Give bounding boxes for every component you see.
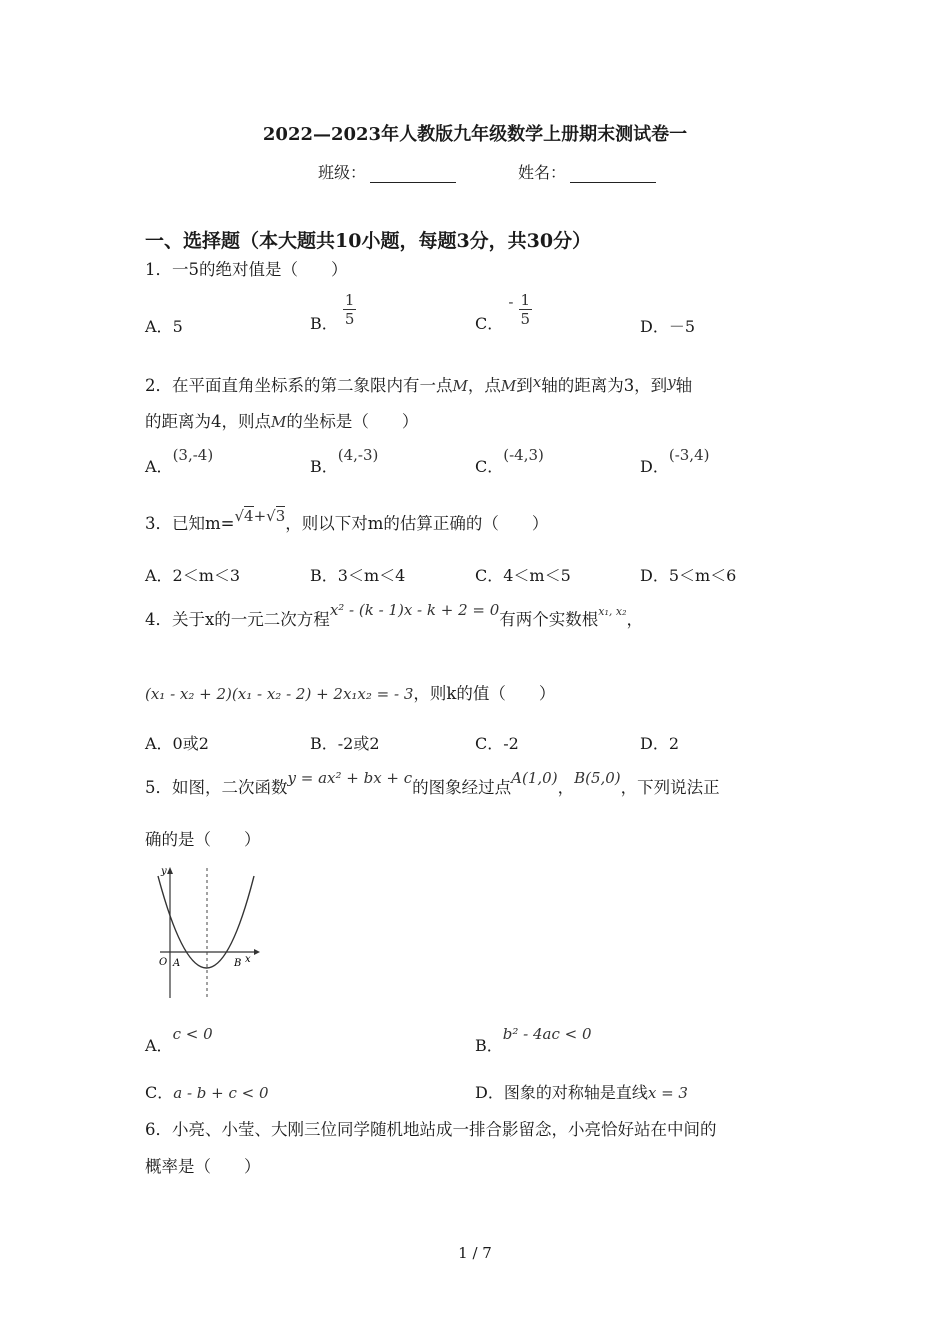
q5-stem-line2: 确的是（ ）	[145, 830, 261, 849]
point-a: A(1,0)	[511, 769, 558, 787]
q1-option-b: B． $\frac{1}{5}$	[310, 291, 355, 333]
name-label: 姓名：	[518, 163, 567, 182]
class-label: 班级：	[318, 163, 367, 182]
graph-point-b-label: B	[234, 958, 242, 969]
q1-option-a: A．5	[145, 317, 183, 336]
q5-option-b: B．b² - 4ac < 0	[475, 1025, 592, 1055]
name-blank	[570, 166, 656, 183]
q3-stem: 3．已知m=√4+√3，则以下对m的估算正确的（ ）	[145, 507, 549, 533]
section-heading: 一、选择题（本大题共10小题，每题3分，共30分）	[145, 230, 592, 252]
function: y = ax² + bx + c	[287, 769, 413, 787]
q4-stem-line1: 4．关于x的一元二次方程x² - (k - 1)x - k + 2 = 0有两个实数根x₁, x₂，	[145, 601, 644, 629]
q6-stem-line1: 6．小亮、小莹、大刚三位同学随机地站成一排合影留念，小亮恰好站在中间的	[145, 1120, 717, 1139]
equation: x² - (k - 1)x - k + 2 = 0	[329, 601, 500, 619]
q4-option-c: C．-2	[475, 734, 519, 753]
q2-stem-line2: 的距离为4，则点M的坐标是（ ）	[145, 412, 419, 431]
graph-point-a-label: A	[173, 958, 181, 969]
sqrt-expression: √4+√3	[234, 507, 286, 525]
q3-option-a: A．2＜m＜3	[145, 566, 241, 585]
page-title: 2022—2023年人教版九年级数学上册期末测试卷一	[262, 124, 688, 145]
q3-option-b: B．3＜m＜4	[310, 566, 406, 585]
q5-option-a: A．c < 0	[145, 1025, 213, 1055]
y-axis-arrow	[167, 867, 173, 874]
q1-stem: 1．一5的绝对值是（ ）	[145, 260, 348, 279]
q3-option-c: C．4＜m＜5	[475, 566, 571, 585]
q4-option-a: A．0或2	[145, 734, 209, 753]
q2-option-c: C．(-4,3)	[475, 446, 544, 476]
point-b: B(5,0)	[574, 769, 621, 787]
parabola-graph	[150, 862, 260, 1002]
q6-stem-line2: 概率是（ ）	[145, 1157, 261, 1176]
name-field	[518, 160, 656, 183]
x-axis-arrow	[254, 949, 260, 955]
q4-option-b: B．-2或2	[310, 734, 380, 753]
class-blank	[370, 166, 456, 183]
page-number: 1 / 7	[458, 1244, 492, 1262]
class-field	[318, 160, 456, 183]
q5-option-d: D．图象的对称轴是直线x = 3	[475, 1083, 688, 1102]
q2-option-a: A．(3,-4)	[145, 446, 214, 476]
q5-option-c: C．a - b + c < 0	[145, 1083, 269, 1102]
q3-option-d: D．5＜m＜6	[640, 566, 737, 585]
graph-y-label: y	[161, 866, 167, 877]
q1-option-c: C． - $\frac{1}{5}$	[475, 291, 531, 333]
q2-stem-line1: 2．在平面直角坐标系的第二象限内有一点M，点M到x轴的距离为3，到y轴	[145, 373, 693, 395]
q2-option-d: D．(-3,4)	[640, 446, 710, 476]
graph-x-label: x	[245, 954, 251, 965]
fraction: $\frac{1}{5}$	[520, 291, 531, 328]
q5-stem-line1: 5．如图，二次函数y = ax² + bx + c的图象经过点A(1,0)，B(5,0)，下列说法正	[145, 769, 720, 797]
q4-option-d: D．2	[640, 734, 680, 753]
q2-option-b: B．(4,-3)	[310, 446, 379, 476]
graph-origin-label: O	[159, 957, 168, 968]
q4-stem-line2: (x₁ - x₂ + 2)(x₁ - x₂ - 2) + 2x₁x₂ = - 3，则k的值（ ）	[145, 684, 556, 703]
fraction: $\frac{1}{5}$	[344, 291, 355, 328]
q1-option-d: D．－5	[640, 317, 696, 336]
condition: (x₁ - x₂ + 2)(x₁ - x₂ - 2) + 2x₁x₂ = - 3	[145, 685, 414, 703]
parabola-curve	[158, 876, 254, 968]
